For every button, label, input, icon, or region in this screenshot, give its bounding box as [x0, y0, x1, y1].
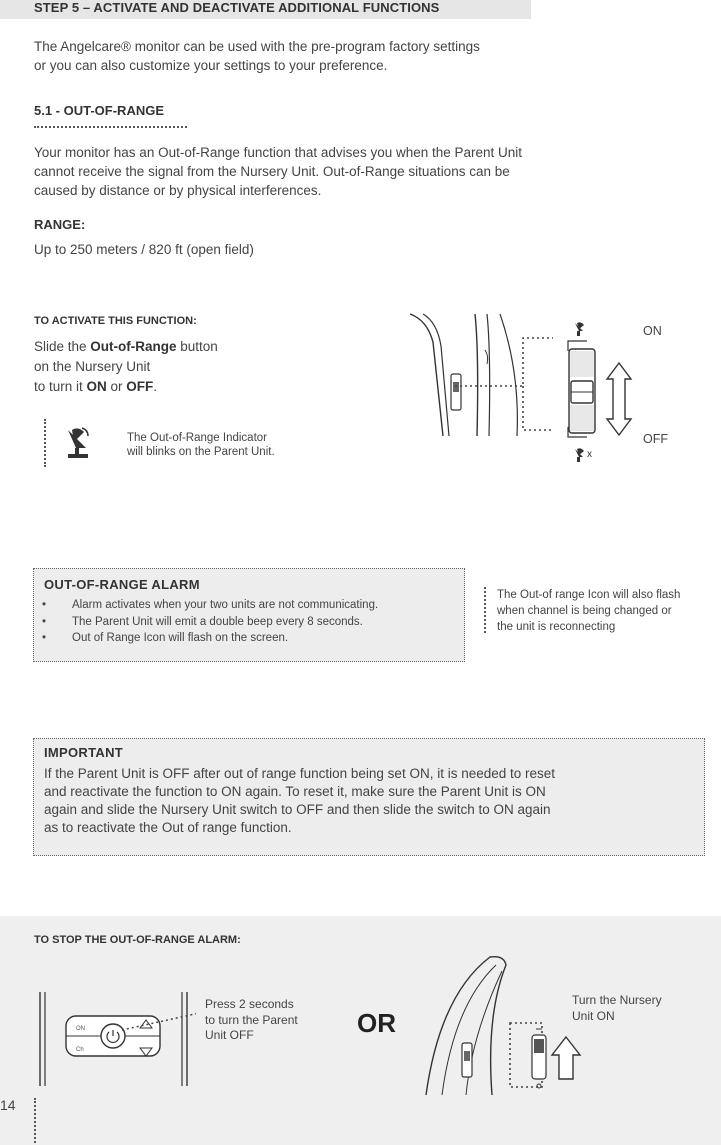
zoom-guides: [455, 330, 555, 440]
important-box: [33, 738, 705, 856]
page-number: 14: [0, 1097, 16, 1113]
list-item: • Out of Range Icon will flash on the screen.: [42, 630, 378, 647]
switch-zoom-illustration: [563, 315, 643, 467]
stop-heading: TO STOP THE OUT-OF-RANGE ALARM:: [34, 934, 241, 946]
heading-divider: [34, 126, 187, 128]
important-text: If the Parent Unit is OFF after out of range function being set ON, it is needed to reset and reactivate the function to ON again. To reset it, make sure the Parent Unit is ON again and slide the Nursery Unit switch to OFF and then slide the switch to ON again as to reactivate the Out of range function.: [44, 766, 556, 835]
press-instruction: Press 2 seconds to turn the Parent Unit OFF: [205, 997, 298, 1042]
activate-heading: TO ACTIVATE THIS FUNCTION:: [34, 315, 197, 327]
section-heading: 5.1 - OUT-OF-RANGE: [34, 103, 165, 118]
list-item: • The Parent Unit will emit a double beep every 8 seconds.: [42, 614, 378, 631]
activate-instructions: Slide the Out-of-Range button on the Nursery Unit to turn it ON or OFF.: [34, 339, 218, 394]
switch-on-label: ON: [643, 324, 662, 338]
switch-off-label: OFF: [643, 432, 668, 446]
range-label: RANGE:: [34, 217, 86, 232]
range-value: Up to 250 meters / 820 ft (open field): [34, 242, 254, 257]
intro-text: The Angelcare® monitor can be used with the pre-program factory settings or you can also customize your settings to your preference.: [34, 39, 480, 73]
turn-instruction: Turn the Nursery Unit ON: [572, 993, 662, 1023]
section-description: Your monitor has an Out-of-Range function that advises you when the Parent Unit cannot receive the signal from the Nursery Unit. Out-of-Range situations can be caused by distance or by physical interferences.: [34, 145, 523, 198]
out-of-range-icon: [64, 424, 94, 460]
alarm-box: [33, 568, 465, 662]
or-separator: OR: [357, 1008, 396, 1038]
alarm-note: The Out-of range Icon will also flash when channel is being changed or the unit is reconnecting: [497, 589, 681, 633]
alarm-list: [42, 597, 378, 647]
alarm-note-dots: [484, 587, 486, 633]
list-item: • Alarm activates when your two units are not communicating.: [42, 597, 378, 614]
indicator-note: The Out-of-Range Indicator will blinks on the Parent Unit.: [127, 432, 275, 458]
parent-unit-illustration: [36, 990, 196, 1090]
svg-text:x: x: [587, 449, 592, 460]
panel-on-label: ON: [76, 1026, 85, 1032]
panel-ch-label: Ch: [76, 1047, 84, 1053]
nursery-unit-bottom-illustration: [420, 955, 600, 1097]
alarm-title: OUT-OF-RANGE ALARM: [44, 577, 200, 592]
indicator-dots: [44, 419, 46, 467]
important-title: IMPORTANT: [44, 745, 124, 760]
step-title: STEP 5 – ACTIVATE AND DEACTIVATE ADDITIONAL FUNCTIONS: [34, 0, 440, 15]
page-number-dots: [34, 1098, 36, 1143]
